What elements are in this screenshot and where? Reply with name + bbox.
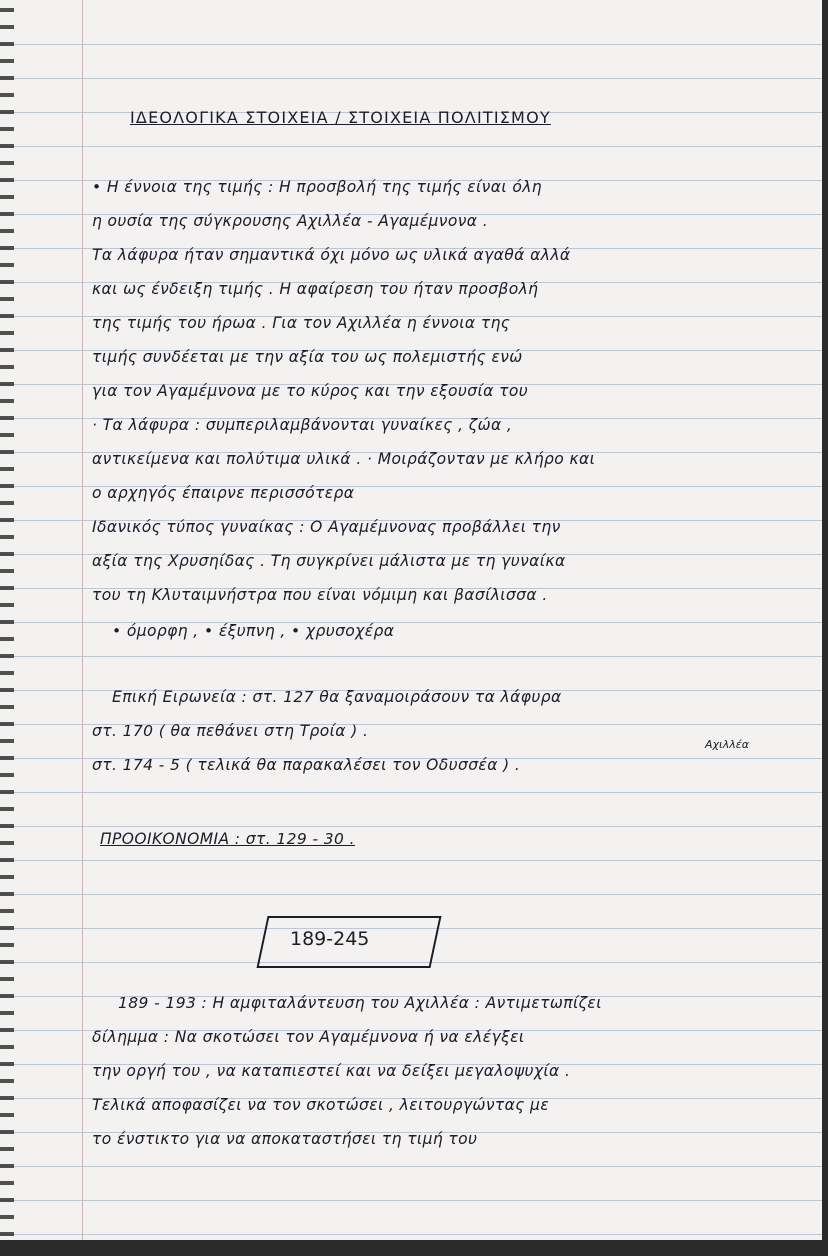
note-line: η ουσία της σύγκρουσης Αχιλλέα - Αγαμέμνονα . xyxy=(92,212,489,230)
note-line: τιμής συνδέεται με την αξία του ως πολεμιστής ενώ xyxy=(92,348,523,366)
note-line: ΠΡΟΟΙΚΟΝΟΜΙΑ : στ. 129 - 30 . xyxy=(100,830,355,848)
background-edge xyxy=(0,1240,828,1256)
correction-note: Αχιλλέα xyxy=(705,738,749,751)
note-line: για τον Αγαμέμνονα με το κύρος και την εξουσία του xyxy=(92,382,529,400)
note-line: στ. 174 - 5 ( τελικά θα παρακαλέσει τον Οδυσσέα ) . xyxy=(92,756,521,774)
note-line: Ιδανικός τύπος γυναίκας : Ο Αγαμέμνονας προβάλλει την xyxy=(92,518,561,536)
note-line: Επική Ειρωνεία : στ. 127 θα ξαναμοιράσουν τα λάφυρα xyxy=(112,688,562,706)
note-line: αξία της Χρυσηίδας . Τη συγκρίνει μάλιστα με τη γυναίκα xyxy=(92,552,566,570)
note-line: 189 - 193 : Η αμφιταλάντευση του Αχιλλέα : Αντιμετωπίζει xyxy=(118,994,602,1012)
note-line: του τη Κλυταιμνήστρα που είναι νόμιμη και βασίλισσα . xyxy=(92,586,548,604)
note-line: Τα λάφυρα ήταν σημαντικά όχι μόνο ως υλικά αγαθά αλλά xyxy=(92,246,571,264)
note-line: δίλημμα : Να σκοτώσει τον Αγαμέμνονα ή να ελέγξει xyxy=(92,1028,525,1046)
note-line: της τιμής του ήρωα . Για τον Αχιλλέα η έννοια της xyxy=(92,314,511,332)
note-line: ο αρχηγός έπαιρνε περισσότερα xyxy=(92,484,355,502)
note-line: την οργή του , να καταπιεστεί και να δείξει μεγαλοψυχία . xyxy=(92,1062,571,1080)
note-line: • όμορφη , • έξυπνη , • χρυσοχέρα xyxy=(112,622,395,640)
spiral-binding xyxy=(0,0,14,1240)
margin-line xyxy=(82,0,83,1240)
note-line: Τελικά αποφασίζει να τον σκοτώσει , λειτουργώντας με xyxy=(92,1096,550,1114)
note-line: · Τα λάφυρα : συμπεριλαμβάνονται γυναίκες , ζώα , xyxy=(92,416,513,434)
section-box-label: 189-245 xyxy=(290,928,370,950)
note-line: το ένστικτο για να αποκαταστήσει τη τιμή του xyxy=(92,1130,478,1148)
note-line: στ. 170 ( θα πεθάνει στη Τροία ) . xyxy=(92,722,369,740)
note-line: αντικείμενα και πολύτιμα υλικά . · Μοιράζονταν με κλήρο και xyxy=(92,450,596,468)
note-line: • Η έννοια της τιμής : Η προσβολή της τιμής είναι όλη xyxy=(92,178,543,196)
page-title: ΙΔΕΟΛΟΓΙΚΑ ΣΤΟΙΧΕΙΑ / ΣΤΟΙΧΕΙΑ ΠΟΛΙΤΙΣΜΟΥ xyxy=(130,108,551,127)
note-line: και ως ένδειξη τιμής . Η αφαίρεση του ήταν προσβολή xyxy=(92,280,539,298)
